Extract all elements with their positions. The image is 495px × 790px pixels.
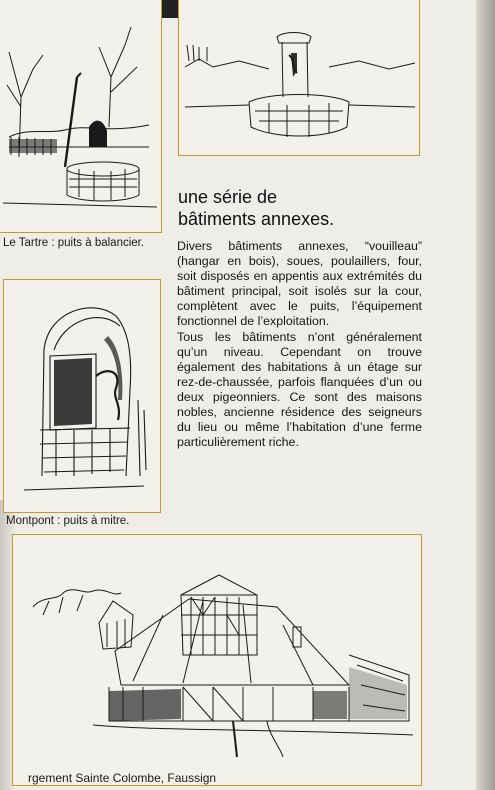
page-edge-shadow [476,0,495,790]
caption-fig3: rgement Sainte Colombe, Faussign [28,771,217,785]
figure-puits-fontaine [178,0,420,156]
figure-puits-mitre [3,279,161,513]
caption-fig1: Le Tartre : puits à balancier. [3,237,145,249]
paragraph-1: Divers bâtiments annexes, “vouilleau” (hangar en bois), soues, poulaillers, four, soit disposés en appentis aux extrémités du bâtiment principal, soit isolés sur la cour, complètent avec le puits, l’équipement fonctionnel de l’exploitation. [177,239,422,329]
body-text [177,239,422,450]
illustration-stone-well [179,0,419,155]
figure-maison-pigeonnier [12,534,422,786]
figure-puits-balancier [0,0,162,233]
binding-shadow [160,0,178,18]
caption-fig2: Montpont : puits à mitre. [6,515,130,527]
section-heading [178,186,334,230]
heading-line-1: une série de [178,187,278,207]
illustration-mitre-well [4,280,160,512]
heading-line-2: bâtiments annexes. [178,209,335,229]
illustration-farmhouse [13,535,421,785]
paragraph-2: Tous les bâtiments n’ont généralement qu’un niveau. Cependant on trouve également des habitations à un étage sur rez-de-chaussée, parfois flanquées d’un ou deux pigeonniers. Ce sont des maisons nobles, ancienne résidence des seigneurs du lieu ou même l’habitation d’une ferme particulièrement riche. [177,329,422,450]
illustration-balancier-well [0,0,161,232]
